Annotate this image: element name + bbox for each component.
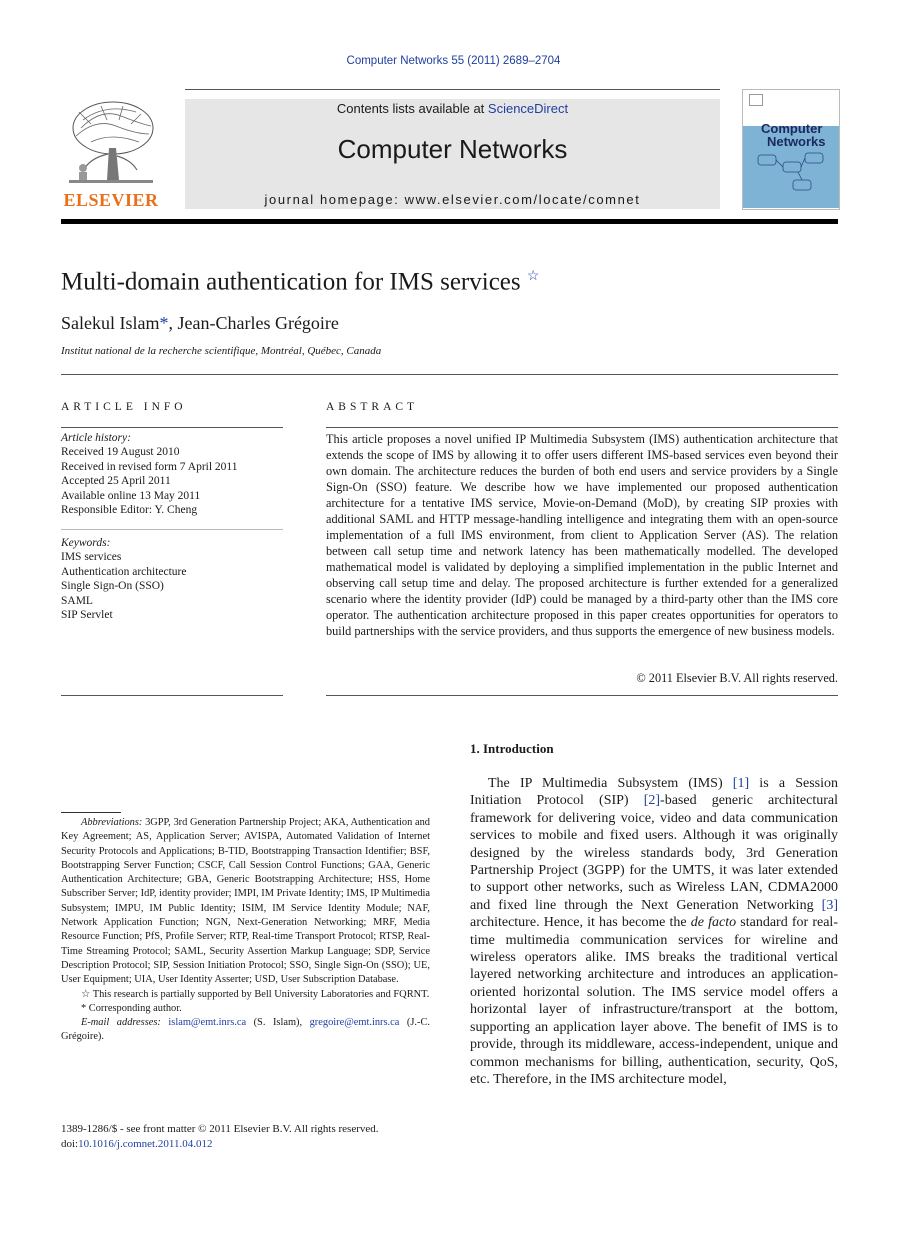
article-history	[61, 431, 238, 517]
introduction-heading: 1. Introduction	[470, 741, 554, 756]
doi-link[interactable]: 10.1016/j.comnet.2011.04.012	[78, 1137, 213, 1150]
elsevier-logo[interactable]	[61, 98, 161, 210]
intro-text-segment: standard for real-time multimedia communication services for wireline and wireless operators alike. IMS breaks the traditional vertical layered networking architecture and introduces an application-oriented horizontal solution. The IMS service model offers a horizontal layer of infrastructure/transport at the bottom, supporting an application layer above. The benefit of IMS is to provide, through its middleware, access-independent, unique and common mechanisms for billing, authentication, security, QoS, etc. Therefore, in the IMS architecture model,	[470, 915, 838, 1087]
email-label: E-mail addresses:	[81, 1017, 161, 1029]
intro-text-segment: The IP Multimedia Subsystem (IMS)	[488, 776, 733, 791]
history-item: Accepted 25 April 2011	[61, 475, 171, 488]
keyword: SIP Servlet	[61, 609, 113, 622]
abbreviations-text: 3GPP, 3rd Generation Partnership Project; AKA, Authentication and Key Agreement; AS, Application Server; AVISPA, Automated Validation of Internet Security Protocols and Applications; B-TID, Bootstrapping Transaction Identifier; BSF, Bootstrapping Server Function; CSCF, Call Session Control Functions; GAA, Generic Authentication Architecture; GBA, Generic Bootstrapping Architecture; HSS, Home Subscriber Server; IdP, identity provider; IMPI, IM Private Identity; IMS, IP Multimedia Subsystem; IMPU, IM Public Identity; ISIM, IM Service Identity Module; NAF, Network Application Function; NGN, Next-Generation Networking; MRF, Media Resource Function; PfS, Profile Server; RTP, Real-time Transport Protocol; RTSP, Real-Time Streaming Protocol; SAML, Security Assertion Markup Language; SDP, Service Description Protocol; SIP, Session Initiation Protocol; SSO, Single Sign-On (SSO); UE, User Equipment; UIA, User Identity Asserter; USD, User Subscription Database.	[61, 817, 431, 986]
keyword: IMS services	[61, 551, 122, 564]
cover-logo-icon	[749, 94, 763, 106]
corresponding-footnote	[61, 1002, 430, 1016]
email-gregoire-owner: (J.-C. Grégoire).	[61, 1017, 430, 1043]
corresponding-mark: *	[81, 1002, 87, 1014]
journal-homepage[interactable]: journal homepage: www.elsevier.com/locate/comnet	[264, 192, 641, 207]
journal-name: Computer Networks	[337, 134, 568, 164]
history-item: Received in revised form 7 April 2011	[61, 460, 238, 473]
keyword: Single Sign-On (SSO)	[61, 580, 164, 593]
divider	[326, 695, 838, 696]
doi-prefix: doi:	[61, 1137, 79, 1150]
divider	[61, 695, 283, 696]
issn-block	[61, 1122, 379, 1151]
divider	[61, 529, 283, 530]
corresponding-author-mark[interactable]: *	[159, 313, 169, 333]
contents-prefix: Contents lists available at	[336, 101, 488, 116]
journal-header-band	[185, 99, 720, 209]
abbreviations-footnote	[61, 816, 430, 988]
history-label: Article history:	[61, 432, 131, 444]
title-footnote-mark[interactable]: ☆	[526, 269, 540, 284]
author-islam: Salekul Islam	[61, 313, 160, 333]
intro-text-segment: architecture. Hence, it has become the	[470, 915, 691, 931]
cover-title	[761, 122, 826, 148]
support-mark: ☆	[81, 988, 91, 1000]
corresponding-text: Corresponding author.	[86, 1002, 182, 1014]
cover-title-line2: Networks	[767, 134, 826, 149]
article-title	[61, 268, 539, 296]
doi-line	[61, 1137, 379, 1152]
contents-line	[185, 101, 720, 116]
email-gregoire-link[interactable]: gregoire@emt.inrs.ca	[309, 1017, 400, 1029]
abbreviations-label: Abbreviations:	[81, 817, 143, 828]
keyword: SAML	[61, 594, 93, 607]
intro-text-segment: is a Session Initiation Protocol (SIP)	[470, 776, 838, 809]
history-item: Received 19 August 2010	[61, 446, 180, 459]
journal-reference[interactable]: Computer Networks 55 (2011) 2689–2704	[346, 55, 561, 67]
divider	[326, 427, 838, 428]
keywords	[61, 536, 186, 622]
history-item: Responsible Editor: Y. Cheng	[61, 504, 198, 517]
footnotes	[61, 816, 430, 1045]
authors	[61, 313, 339, 334]
history-item: Available online 13 May 2011	[61, 489, 201, 502]
support-footnote	[61, 988, 430, 1002]
author-separator: ,	[168, 313, 178, 333]
email-islam-link[interactable]: islam@emt.inrs.ca	[168, 1017, 247, 1029]
email-footnote	[61, 1016, 430, 1045]
sciencedirect-link[interactable]: ScienceDirect	[487, 101, 569, 116]
intro-emphasis: de facto	[690, 915, 737, 931]
intro-text-segment: -based generic architectural framework for delivering voice, video and data communication services to mobile and fixed users. Although it was originally designed by the wireless standards body, 3rd Generation Partnership Project (3GPP) for the UMTS, it was later extended to support other networks, such as Wireless LAN, CDMA2000 and fixed line through the Next Generation Networking	[470, 793, 838, 913]
email-islam-owner: (S. Islam),	[246, 1017, 310, 1029]
keyword: Authentication architecture	[61, 565, 187, 578]
header-thick-rule	[61, 219, 838, 224]
footnote-rule	[61, 812, 121, 813]
reference-link-3[interactable]: [3]	[821, 897, 838, 913]
reference-link-2[interactable]: [2]	[643, 793, 661, 809]
abstract-heading: ABSTRACT	[326, 401, 419, 413]
reference-link-1[interactable]: [1]	[732, 776, 750, 791]
article-title-text: Multi-domain authentication for IMS services	[61, 268, 521, 296]
cover-network-icon	[753, 150, 833, 200]
support-text: This research is partially supported by Bell University Laboratories and FQRNT.	[90, 988, 430, 1000]
issn-line: 1389-1286/$ - see front matter © 2011 Elsevier B.V. All rights reserved.	[61, 1123, 379, 1135]
keywords-label: Keywords:	[61, 537, 111, 549]
article-info-heading: ARTICLE INFO	[61, 401, 187, 413]
elsevier-wordmark: ELSEVIER	[63, 190, 159, 210]
divider	[61, 427, 283, 428]
abstract-text: This article proposes a novel unified IP Multimedia Subsystem (IMS) authentication architecture that extends the scope of IMS by allowing it to offer users different IMS-based services even beyond their own domain. The architecture reduces the burden of both end users and service providers by a Single Sign-On (SSO) feature. We describe how we have implemented our proposed authentication architecture for a tentative IMS service, Movie-on-Demand (MoD), by creating SIP proxies with additional SAML and HTTP message-handling intelligence and integrating them with an open-source implementation of a full IMS environment, from client to Application Server (AS). The relation between call setup time and network latency has been mathematically modelled. The developed mathematical model is validated by deploying a simplified implementation in the public Internet and observing call setup time and delay. The proposed architecture is further extended for a generalized scenario where the identity provider (IdP) could be managed by a third-party other than the IMS core operator. The authentication architecture proposed in this paper creates opportunities for operators to build partnerships with the service providers, and thus supports the emergence of new business models.	[326, 432, 838, 638]
abstract-copyright: © 2011 Elsevier B.V. All rights reserved.	[636, 671, 838, 685]
journal-cover-thumbnail[interactable]	[742, 89, 840, 210]
introduction-paragraph	[470, 775, 838, 1088]
header-divider	[185, 89, 720, 90]
cover-title-line1: Computer	[761, 121, 823, 136]
author-gregoire: Jean-Charles Grégoire	[177, 313, 339, 333]
affiliation: Institut national de la recherche scientifique, Montréal, Québec, Canada	[61, 345, 382, 357]
divider	[61, 374, 838, 375]
